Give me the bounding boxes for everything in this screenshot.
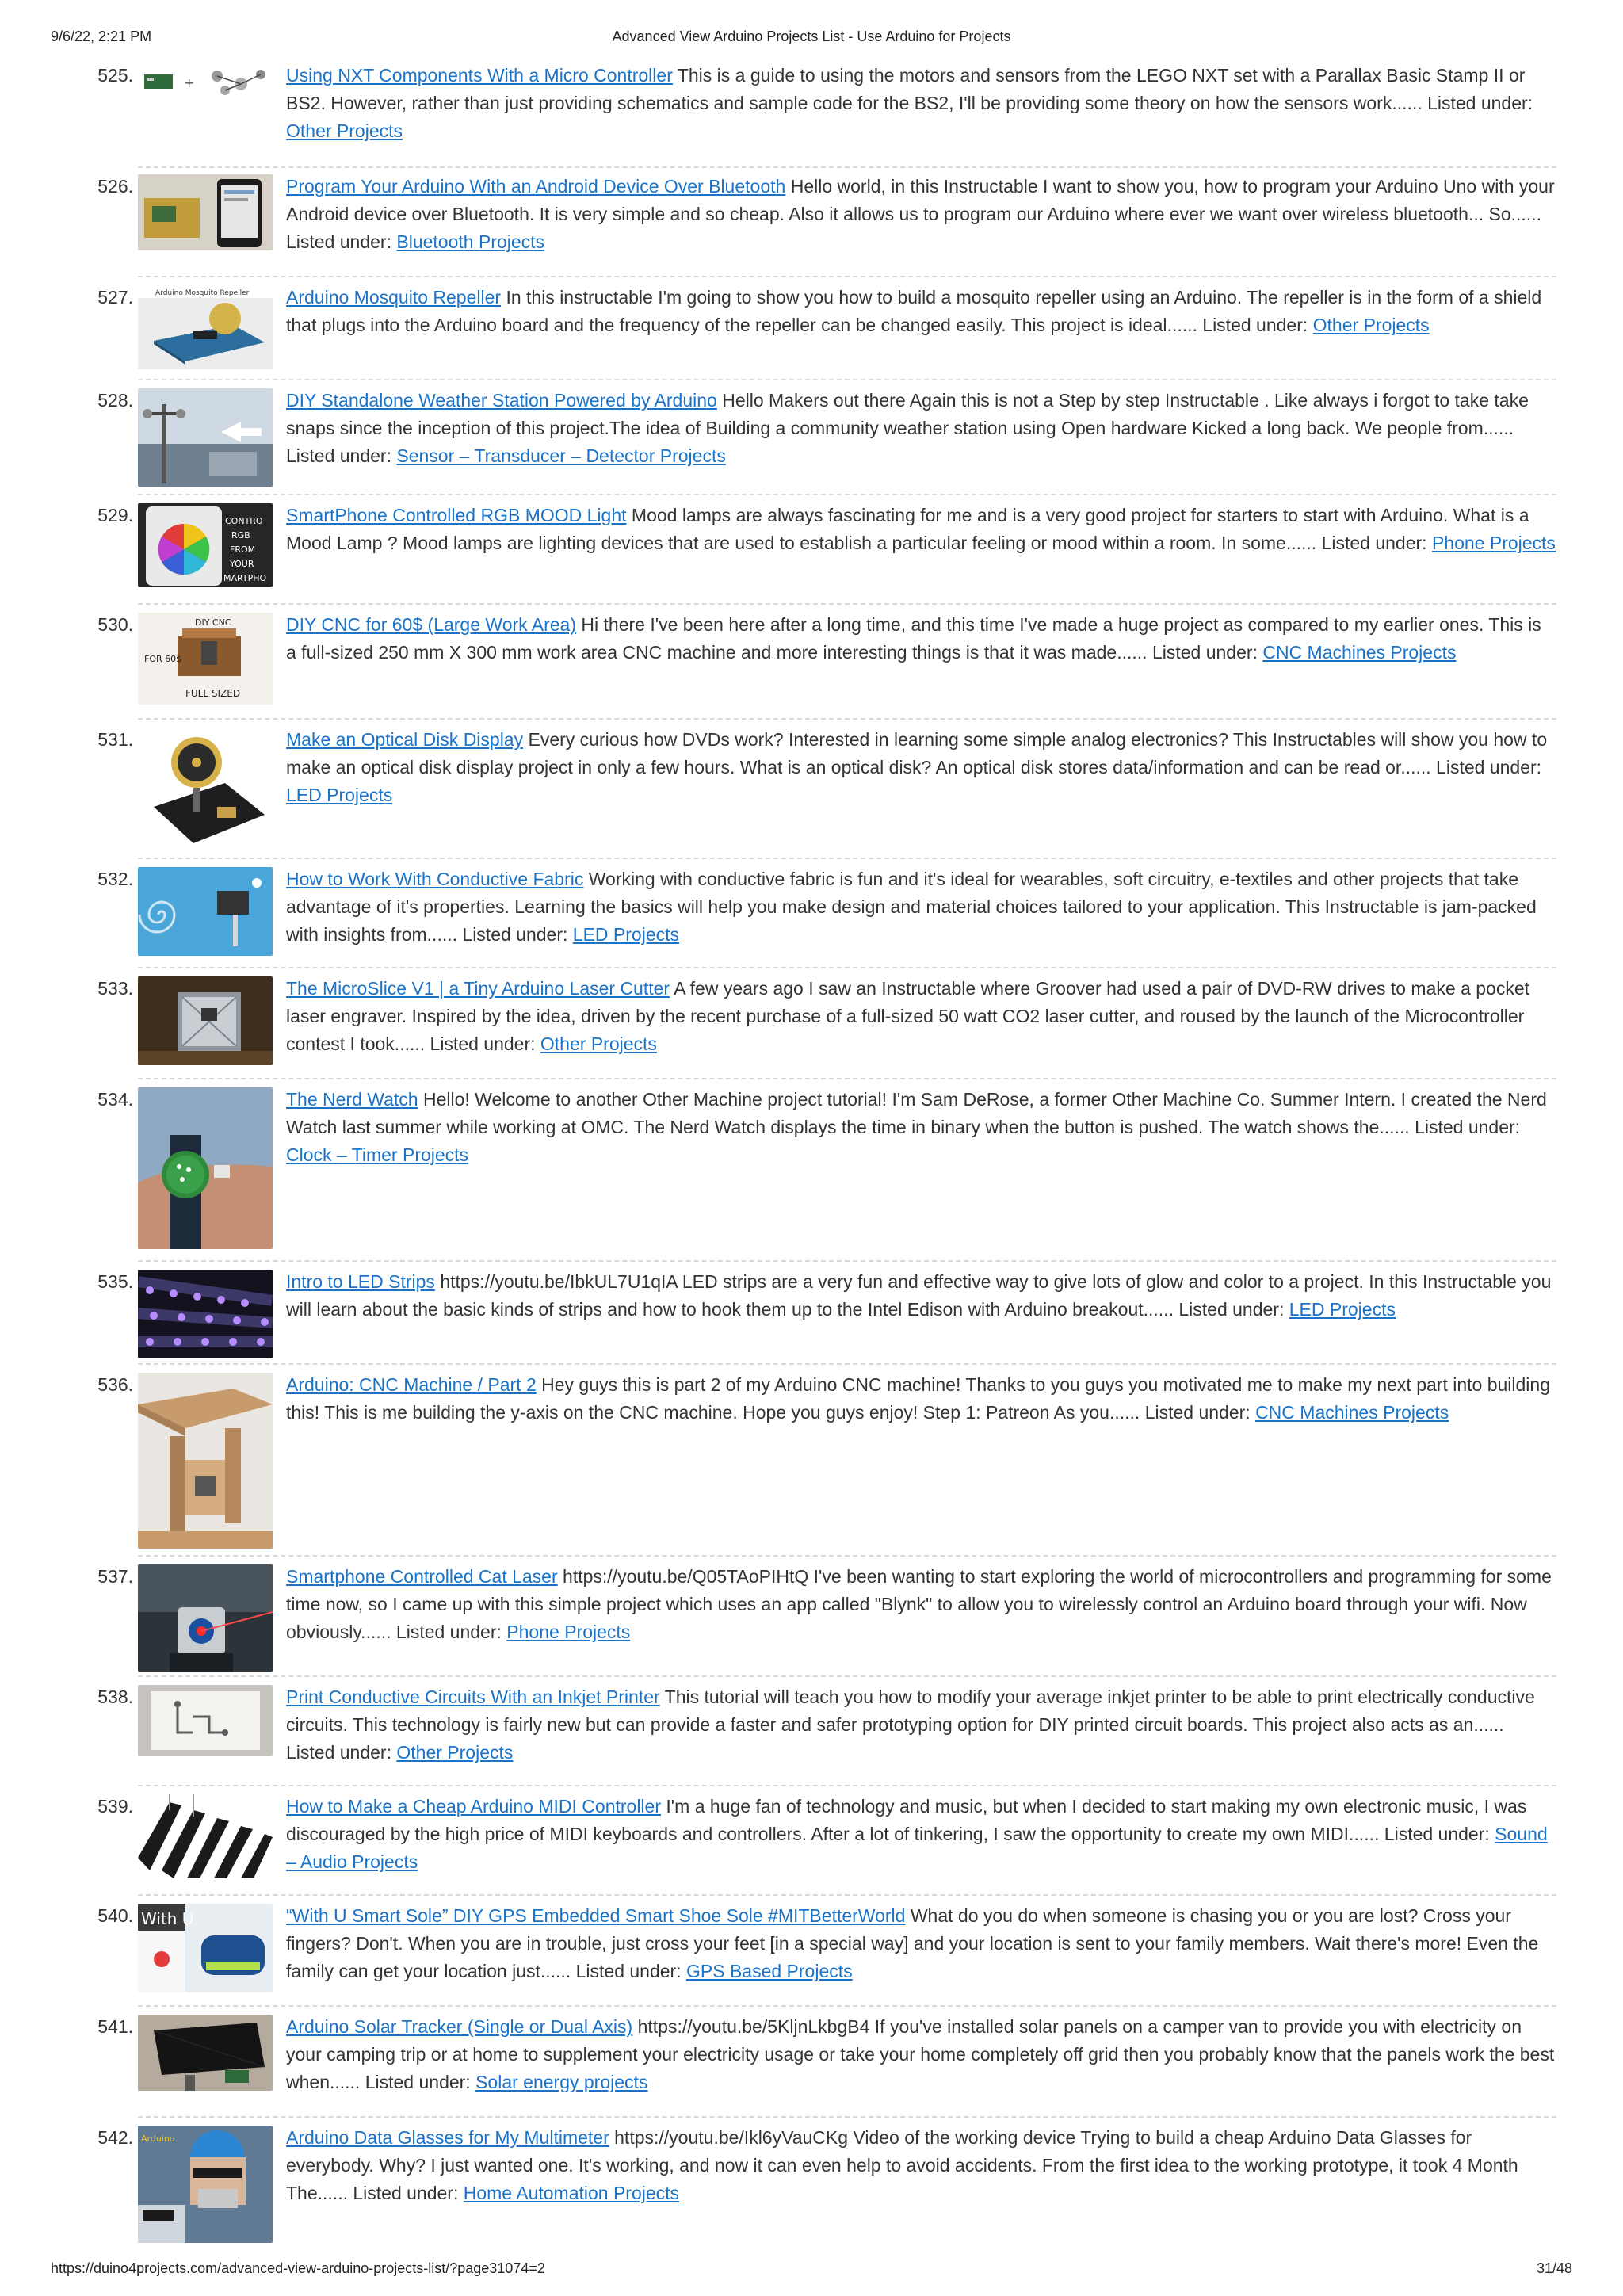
item-description: Hey guys this is part 2 of my Arduino CNC machine! Thanks to you guys you motivated me to make my next part into building this! This is me building the y-axis on the CNC machine. Hope you guys enjoy! Step 1: Patreon As you...... bbox=[286, 1374, 1550, 1423]
category-link[interactable]: Home Automation Projects bbox=[463, 2183, 680, 2203]
listed-under-label: Listed under: bbox=[1321, 533, 1427, 553]
mosquito-repeller-thumbnail[interactable] bbox=[138, 285, 273, 369]
svg-text:YOUR: YOUR bbox=[230, 559, 254, 569]
item-separator bbox=[138, 494, 1556, 495]
item-number: 537. bbox=[97, 1566, 133, 1587]
category-link[interactable]: LED Projects bbox=[572, 924, 679, 945]
item-number: 525. bbox=[97, 65, 133, 86]
item-separator bbox=[138, 858, 1556, 859]
listed-under-label: Listed under: bbox=[1415, 1117, 1521, 1137]
category-link[interactable]: Sensor – Transducer – Detector Projects bbox=[396, 445, 726, 466]
item-content bbox=[286, 611, 1556, 667]
item-number: 526. bbox=[97, 176, 133, 197]
item-content bbox=[286, 62, 1556, 145]
item-description: Hi there I've been here after a long time, and this time I've made a huge project as compared to my earlier ones. This is a full-sized 250 mm X 300 mm work area CNC machine and more interesting things is that it was made...... bbox=[286, 614, 1541, 663]
item-separator bbox=[138, 1675, 1556, 1677]
listed-under-label: Listed under: bbox=[1202, 315, 1308, 335]
item-content bbox=[286, 173, 1556, 256]
listed-under-label: Listed under: bbox=[1144, 1402, 1251, 1423]
item-content bbox=[286, 726, 1556, 809]
diy-cnc-thumbnail[interactable] bbox=[138, 613, 273, 705]
item-number: 540. bbox=[97, 1905, 133, 1926]
listed-under-label: Listed under: bbox=[1427, 93, 1533, 113]
item-description: Hello world, in this Instructable I want to show you, how to program your Arduino Uno with your Android device over Bluetooth. It is very simple and so cheap. Also it allows us to program our Arduino where ever we want over wireless bluetooth... So...... bbox=[286, 176, 1555, 224]
item-content bbox=[286, 2013, 1556, 2096]
svg-text:RGB: RGB bbox=[231, 530, 250, 541]
category-link[interactable]: Clock – Timer Projects bbox=[286, 1144, 469, 1165]
item-number: 531. bbox=[97, 729, 133, 750]
optical-disk-thumbnail[interactable] bbox=[138, 728, 273, 850]
project-link[interactable]: Using NXT Components With a Micro Controller bbox=[286, 65, 673, 86]
item-number: 535. bbox=[97, 1271, 133, 1292]
item-description: This tutorial will teach you how to modify your average inkjet printer to be able to print electrically conductive circuits. This technology is fairly new but can provide a faster and safer prototyping option for DIY printed circuit boards. This project also acts as an...... bbox=[286, 1687, 1535, 1735]
listed-under-label: Listed under: bbox=[1384, 1824, 1490, 1844]
listed-under-label: Listed under: bbox=[286, 1742, 391, 1763]
item-description: Working with conductive fabric is fun and it's ideal for wearables, soft circuitry, e-textiles and other projects that take advantage of it's properties. Learning the basics will help you make design and material choices tailored to your application. This Instructable is jam-packed with insights from...... bbox=[286, 869, 1537, 945]
inkjet-circuits-thumbnail[interactable] bbox=[138, 1685, 273, 1756]
item-separator bbox=[138, 2005, 1556, 2007]
item-description: Hello Makers out there Again this is not a Step by step Instructable . Like always i forgot to take take snaps since the inception of this project.The idea of Building a community weather station using Open hardware Kicked a long back. We people from...... bbox=[286, 390, 1529, 438]
listed-under-label: Listed under: bbox=[430, 1033, 536, 1054]
data-glasses-thumbnail[interactable] bbox=[138, 2126, 273, 2243]
cnc-part2-thumbnail[interactable] bbox=[138, 1373, 273, 1549]
rgb-mood-light-thumbnail[interactable] bbox=[138, 503, 273, 587]
item-separator bbox=[138, 276, 1556, 277]
print-datetime: 9/6/22, 2:21 PM bbox=[51, 29, 152, 44]
project-link[interactable]: How to Make a Cheap Arduino MIDI Controller bbox=[286, 1796, 661, 1817]
listed-under-label: Listed under: bbox=[575, 1961, 682, 1981]
project-link[interactable]: Make an Optical Disk Display bbox=[286, 729, 524, 750]
project-link[interactable]: Arduino Solar Tracker (Single or Dual Axis) bbox=[286, 2016, 633, 2037]
item-separator bbox=[138, 166, 1556, 168]
item-content bbox=[286, 865, 1556, 949]
conductive-fabric-thumbnail[interactable] bbox=[138, 867, 273, 956]
midi-controller-thumbnail[interactable] bbox=[138, 1794, 273, 1878]
item-separator bbox=[138, 1555, 1556, 1557]
item-number: 538. bbox=[97, 1687, 133, 1707]
print-header bbox=[51, 29, 1572, 52]
item-separator bbox=[138, 379, 1556, 380]
cat-laser-thumbnail[interactable] bbox=[138, 1564, 273, 1672]
item-number: 541. bbox=[97, 2016, 133, 2037]
svg-text:+: + bbox=[184, 75, 195, 90]
svg-text:DIY CNC: DIY CNC bbox=[195, 617, 231, 628]
item-description: https://youtu.be/5KljnLkbgB4 If you've installed solar panels on a camper van to provide you with electricity on your camping trip or at home to supplement your electricity usage or take your home completely off grid then you probably know that the panels work the best when...... bbox=[286, 2016, 1555, 2092]
item-description: https://youtu.be/Ikl6yVauCKg Video of the working device Trying to build a cheap Arduino Data Glasses for everybody. Why? I just wanted one. It's working, and now it can even help to avoid accidents. From the first idea to the working prototype, it took 4 Month The...... bbox=[286, 2127, 1518, 2203]
item-separator bbox=[138, 967, 1556, 968]
category-link[interactable]: LED Projects bbox=[1289, 1299, 1396, 1320]
item-content bbox=[286, 1793, 1556, 1876]
led-strips-thumbnail[interactable] bbox=[138, 1270, 273, 1358]
svg-text:MARTPHO: MARTPHO bbox=[223, 573, 267, 583]
project-link[interactable]: How to Work With Conductive Fabric bbox=[286, 869, 584, 889]
svg-text:FULL SIZED: FULL SIZED bbox=[185, 688, 241, 699]
item-description: I'm a huge fan of technology and music, but when I decided to start making my own electronic music, I was discouraged by the high price of MIDI keyboards and controllers. After a lot of tinkering, I saw the opportunity to create my own MIDI...... bbox=[286, 1796, 1527, 1844]
listed-under-label: Listed under: bbox=[462, 924, 568, 945]
category-link[interactable]: Bluetooth Projects bbox=[396, 231, 545, 252]
project-link[interactable]: Program Your Arduino With an Android Device Over Bluetooth bbox=[286, 176, 786, 197]
item-content bbox=[286, 502, 1556, 557]
weather-station-thumbnail[interactable] bbox=[138, 388, 273, 487]
project-link[interactable]: “With U Smart Sole” DIY GPS Embedded Smart Shoe Sole #MITBetterWorld bbox=[286, 1905, 906, 1926]
item-number: 532. bbox=[97, 869, 133, 889]
project-link[interactable]: Smartphone Controlled Cat Laser bbox=[286, 1566, 558, 1587]
project-link[interactable]: DIY CNC for 60$ (Large Work Area) bbox=[286, 614, 577, 635]
item-description: This is a guide to using the motors and sensors from the LEGO NXT set with a Parallax Basic Stamp II or BS2. However, rather than just providing schematics and sample code for the BS2, I'll be providing some theory on how the sensors work...... bbox=[286, 65, 1526, 113]
smart-sole-thumbnail[interactable] bbox=[138, 1904, 273, 1992]
item-separator bbox=[138, 1363, 1556, 1365]
category-link[interactable]: LED Projects bbox=[286, 785, 393, 805]
listed-under-label: Listed under: bbox=[1436, 757, 1542, 777]
svg-text:CONTRO: CONTRO bbox=[225, 516, 263, 526]
solar-tracker-thumbnail[interactable] bbox=[138, 2015, 273, 2091]
item-number: 527. bbox=[97, 287, 133, 308]
item-separator bbox=[138, 1078, 1556, 1079]
item-description: https://youtu.be/IbkUL7U1qIA LED strips are a very fun and effective way to give lots of glow and color to a project. In this Instructable you will learn about the basic kinds of strips and how to hook them up to the Intel Edison with Arduino breakout...... bbox=[286, 1271, 1552, 1320]
listed-under-label: Listed under: bbox=[365, 2072, 471, 2092]
listed-under-label: Listed under: bbox=[1178, 1299, 1285, 1320]
item-number: 530. bbox=[97, 614, 133, 635]
category-link[interactable]: Other Projects bbox=[396, 1742, 514, 1763]
print-footer bbox=[51, 2260, 1572, 2284]
project-link[interactable]: The MicroSlice V1 | a Tiny Arduino Laser Cutter bbox=[286, 978, 670, 999]
item-content bbox=[286, 1086, 1556, 1169]
item-separator bbox=[138, 718, 1556, 720]
print-page-title: Advanced View Arduino Projects List - Use Arduino for Projects bbox=[612, 29, 1011, 44]
microslice-thumbnail[interactable] bbox=[138, 976, 273, 1065]
item-content bbox=[286, 284, 1556, 339]
project-link[interactable]: Intro to LED Strips bbox=[286, 1271, 435, 1292]
category-link[interactable]: Phone Projects bbox=[506, 1622, 631, 1642]
item-separator bbox=[138, 2116, 1556, 2118]
item-number: 528. bbox=[97, 390, 133, 411]
item-separator bbox=[138, 1260, 1556, 1262]
category-link[interactable]: Phone Projects bbox=[1431, 533, 1556, 553]
category-link[interactable]: Other Projects bbox=[540, 1033, 657, 1054]
item-number: 539. bbox=[97, 1796, 133, 1817]
nxt-components-thumbnail[interactable] bbox=[138, 63, 273, 100]
item-description: Hello! Welcome to another Other Machine project tutorial! I'm Sam DeRose, a former Other Machine Co. Summer Intern. I created the Nerd Watch last summer while working at OMC. The Nerd Watch displays the time in binary when the button is pushed. The watch shows the...... bbox=[286, 1089, 1547, 1137]
category-link[interactable]: Sound – Audio Projects bbox=[286, 1824, 1548, 1872]
item-description: Every curious how DVDs work? Interested in learning some simple analog electronics? This Instructables will show you how to make an optical disk display project in only a few hours. What is an optical disk? An optical disk stores data/information and can be read or...... bbox=[286, 729, 1548, 777]
project-link[interactable]: DIY Standalone Weather Station Powered by Arduino bbox=[286, 390, 717, 411]
svg-text:Arduino: Arduino bbox=[141, 2134, 175, 2144]
item-separator bbox=[138, 1894, 1556, 1896]
item-content bbox=[286, 2124, 1556, 2207]
item-content bbox=[286, 1683, 1556, 1767]
project-link[interactable]: Arduino Mosquito Repeller bbox=[286, 287, 502, 308]
svg-text:FOR 60$: FOR 60$ bbox=[144, 654, 182, 664]
item-description: https://youtu.be/Q05TAoPIHtQ I've been wanting to start exploring the world of microcontrollers and programming for some time now, so I came up with this simple project which uses an app called "Blynk" to allow you to wirelessly control an Arduino board through your wifi. Now obviously...... bbox=[286, 1566, 1552, 1642]
item-description: What do you do when someone is chasing you or you are lost? Cross your fingers? Don't. When you are in trouble, just cross your feet [in a special way] and your location is sent to your family members. Wait there's more! Even the family can get your location just...... bbox=[286, 1905, 1539, 1981]
project-link[interactable]: The Nerd Watch bbox=[286, 1089, 418, 1110]
listed-under-label: Listed under: bbox=[286, 445, 391, 466]
svg-text:Arduino Mosquito Repeller: Arduino Mosquito Repeller bbox=[155, 289, 250, 297]
listed-under-label: Listed under: bbox=[286, 231, 391, 252]
item-description: Mood lamps are always fascinating for me and is a very good project for starters to start with Arduino. What is a Mood Lamp ? Mood lamps are lighting devices that are used to establish a particular feeling or mood within a room. In some...... bbox=[286, 505, 1529, 553]
item-separator bbox=[138, 603, 1556, 605]
category-link[interactable]: Solar energy projects bbox=[475, 2072, 648, 2092]
thumb-caption: With U bbox=[141, 1909, 194, 1928]
item-number: 536. bbox=[97, 1374, 133, 1395]
category-link[interactable]: CNC Machines Projects bbox=[1262, 642, 1457, 663]
project-link[interactable]: SmartPhone Controlled RGB MOOD Light bbox=[286, 505, 627, 525]
android-bluetooth-thumbnail[interactable] bbox=[138, 174, 273, 250]
print-url: https://duino4projects.com/advanced-view-arduino-projects-list/?page31074=2 bbox=[51, 2260, 545, 2276]
page-counter: 31/48 bbox=[1536, 2260, 1572, 2276]
category-link[interactable]: CNC Machines Projects bbox=[1255, 1402, 1449, 1423]
item-separator bbox=[138, 1785, 1556, 1786]
listed-under-label: Listed under: bbox=[395, 1622, 502, 1642]
item-number: 542. bbox=[97, 2127, 133, 2148]
item-content bbox=[286, 387, 1556, 470]
item-description: In this instructable I'm going to show you how to build a mosquito repeller using an Arduino. The repeller is in the form of a shield that plugs into the Arduino board and the frequency of the repeller can be changed easily. This project is ideal...... bbox=[286, 287, 1542, 335]
item-content bbox=[286, 1563, 1556, 1646]
project-link[interactable]: Arduino Data Glasses for My Multimeter bbox=[286, 2127, 609, 2148]
listed-under-label: Listed under: bbox=[1151, 642, 1258, 663]
item-number: 533. bbox=[97, 978, 133, 999]
category-link[interactable]: Other Projects bbox=[286, 120, 403, 141]
project-link[interactable]: Print Conductive Circuits With an Inkjet Printer bbox=[286, 1687, 660, 1707]
item-content bbox=[286, 1268, 1556, 1324]
svg-text:FROM: FROM bbox=[230, 544, 256, 555]
project-link[interactable]: Arduino: CNC Machine / Part 2 bbox=[286, 1374, 537, 1395]
item-content bbox=[286, 975, 1556, 1058]
item-content bbox=[286, 1902, 1556, 1985]
category-link[interactable]: GPS Based Projects bbox=[685, 1961, 853, 1981]
item-number: 529. bbox=[97, 505, 133, 525]
listed-under-label: Listed under: bbox=[353, 2183, 459, 2203]
item-content bbox=[286, 1371, 1556, 1427]
item-description: A few years ago I saw an Instructable where Groover had used a pair of DVD-RW drives to make a pocket laser engraver. Inspired by the idea, driven by the recent purchase of a full-sized 50 watt CO2 laser cutter, and roused by the launch of the Microcontroller contest I took...... bbox=[286, 978, 1530, 1054]
nerd-watch-thumbnail[interactable] bbox=[138, 1087, 273, 1249]
category-link[interactable]: Other Projects bbox=[1312, 315, 1430, 335]
item-number: 534. bbox=[97, 1089, 133, 1110]
